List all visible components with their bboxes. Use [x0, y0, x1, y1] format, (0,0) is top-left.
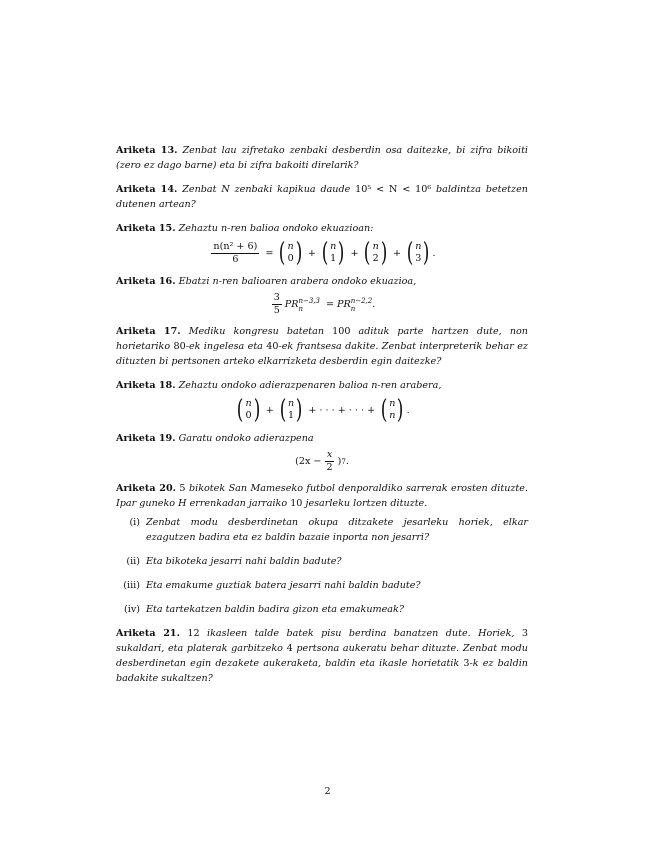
binomial-0: ( n 0 ): [237, 395, 261, 425]
binomial-bottom: 0: [245, 410, 252, 421]
binomial-top: n: [330, 241, 337, 252]
number: 4: [286, 643, 293, 654]
problem-label: Ariketa 21.: [116, 628, 180, 639]
problem-13: [116, 143, 528, 173]
number: 3: [521, 628, 528, 639]
problem-text: Mediku kongresu batetan: [188, 326, 325, 337]
problem-17: [116, 324, 528, 369]
expression-close: ): [337, 456, 342, 467]
subscript: n: [298, 304, 303, 313]
problem-18: [116, 378, 528, 393]
problem-label: Ariketa 20.: [116, 483, 176, 494]
problem-text: Zenbat lau zifretako zenbaki desberdin osa daitezke, bi zifra bikoiti (zero ez dago barne) eta bi zifra bakoiti direlarik?: [116, 145, 528, 171]
equals-sign: =: [265, 247, 274, 259]
plus-sign: +: [392, 247, 402, 259]
binomial-top: n: [415, 241, 422, 252]
problem-text: pertsona aukeratu behar dituzte. Zenbat modu desberdinetan egin dezakete aukeraketa, baldin eta ikasle horietatik: [116, 643, 528, 669]
subquestion-text: Eta tartekatzen baldin badira gizon eta emakumeak?: [146, 604, 404, 615]
fraction: [272, 292, 282, 317]
problem-20: [116, 481, 528, 511]
plus-sign: +: [350, 247, 359, 259]
problem-text: adituk parte hartzen dute, non horietariko: [116, 326, 528, 352]
problem-text: jesarleku lortzen dituzte.: [305, 498, 428, 509]
subquestion-number: (ii): [126, 556, 140, 567]
problem-label: Ariketa 16.: [116, 276, 176, 287]
binomial-top: n: [389, 398, 396, 409]
problem-text: bikotek San Mameseko futbol denporaldiko sarrerak erosten dituzte. Ipar guneko: [116, 483, 529, 509]
problem-19: [116, 431, 528, 446]
problem-text: zenbaki kapikua daude: [234, 184, 351, 195]
problem-21: [116, 626, 528, 686]
problem-label: Ariketa 15.: [116, 223, 176, 234]
variable-h: H: [178, 498, 187, 509]
subquestion-text: Eta emakume guztiak batera jesarri nahi baldin badute?: [146, 580, 421, 591]
binomial-bottom: 1: [288, 410, 295, 421]
equation-15: [116, 239, 528, 267]
superscript: n−2,2: [350, 296, 373, 305]
exercise-list: [116, 143, 528, 695]
plus-sign: +: [265, 404, 274, 416]
period: .: [406, 404, 410, 416]
page-number: 2: [324, 786, 331, 797]
fraction: [211, 241, 259, 266]
subquestion-list: [116, 515, 528, 617]
binomial-top: n: [245, 398, 252, 409]
number: 40: [266, 341, 279, 352]
subquestion: [116, 554, 528, 569]
binomial-0: ( n 0 ): [279, 238, 303, 268]
number: 12: [187, 628, 200, 639]
problem-text: baldintza betetzen dutenen artean?: [116, 184, 528, 210]
problem-text: -ek frantsesa dakite. Zenbat interpreterik behar ez dituzten bi pertsonen arteko elkarrizketa desberdin egin daitezke?: [116, 341, 528, 367]
problem-text: Zehaztu ondoko adierazpenaren balioa n-ren arabera,: [178, 380, 442, 391]
problem-label: Ariketa 18.: [116, 380, 176, 391]
number: 10: [290, 498, 303, 509]
problem-text: Ebatzi n-ren balioaren arabera ondoko ekuazioa,: [178, 276, 417, 287]
fraction-denominator: 2: [326, 462, 333, 473]
binomial-2: ( n 2 ): [364, 238, 388, 268]
superscript: n−3,3: [298, 296, 320, 305]
problem-label: Ariketa 13.: [116, 145, 178, 156]
equation-19: (2x − $\frac{x}{2}$ ) 7 .: [295, 449, 349, 473]
pr-symbol: PR: [284, 299, 299, 310]
problem-label: Ariketa 17.: [116, 326, 181, 337]
equation-16: [116, 292, 528, 317]
binomial-bottom: n: [389, 410, 396, 421]
binomial-1: ( n 1 ): [321, 238, 345, 268]
subquestion: [116, 515, 528, 545]
inequality: 10⁵ < N < 10⁶: [355, 184, 432, 195]
subscript: n: [350, 304, 356, 313]
fraction-denominator: 5: [273, 305, 280, 316]
binomial-top: n: [287, 241, 294, 252]
variable-n: N: [221, 184, 230, 195]
binomial-bottom: 1: [330, 253, 337, 264]
problem-text: Zenbat: [182, 184, 217, 195]
problem-15: [116, 221, 528, 236]
binomial-bottom: 0: [287, 253, 294, 264]
binomial-n: ( n n ): [380, 395, 404, 425]
problem-text: Zehaztu n-ren balioa ondoko ekuazioan:: [178, 223, 374, 234]
expression-open: (2x −: [295, 456, 322, 467]
binomial-top: n: [372, 241, 379, 252]
binomial-1: ( n 1 ): [279, 395, 303, 425]
problem-16: [116, 274, 528, 289]
subquestion-number: (iv): [124, 604, 140, 615]
subquestion: [116, 578, 528, 593]
problem-text: -k ez baldin badakite sukaltzen?: [116, 658, 528, 684]
subquestion-text: Eta bikoteka jesarri nahi baldin badute?: [146, 556, 342, 567]
subquestion-text: Zenbat modu desberdinetan okupa ditzakete jesarleku horiek, elkar ezagutzen badira eta ez baldin bazaie inporta non jesarri?: [146, 517, 528, 543]
problem-text: -ek ingelesa eta: [185, 341, 263, 352]
fraction-denominator: 6: [232, 253, 239, 265]
subquestion-number: (i): [129, 517, 140, 528]
equation-18: [116, 396, 528, 424]
subquestion-number: (iii): [123, 580, 140, 591]
number: 80: [173, 341, 186, 352]
binomial-top: n: [287, 398, 295, 409]
period: .: [345, 456, 349, 467]
fraction-numerator: x: [326, 449, 333, 460]
binomial-bottom: 2: [372, 253, 379, 264]
binomial-bottom: 3: [415, 253, 422, 264]
fraction-numerator: n(n² + 6): [213, 240, 258, 252]
fraction-numerator: 3: [273, 292, 280, 303]
problem-14: [116, 182, 528, 212]
period: .: [432, 247, 436, 259]
equals-sign: =: [326, 299, 335, 310]
subquestion: [116, 602, 528, 617]
problem-text: errenkadan jarraiko: [189, 498, 288, 509]
problem-text: ikasleen talde batek pisu berdina banatzen dute. Horiek,: [207, 628, 515, 639]
binomial-3: ( n 3 ): [406, 238, 430, 268]
pr-symbol: PR: [337, 299, 351, 310]
problem-label: Ariketa 14.: [116, 184, 178, 195]
ellipsis-sum: + · · · + · · · +: [308, 404, 376, 416]
number: 5: [179, 483, 186, 494]
period: .: [372, 299, 376, 310]
plus-sign: +: [307, 247, 316, 259]
problem-text: sukaldari, eta platerak garbitzeko: [116, 643, 283, 654]
number: 100: [332, 326, 351, 337]
problem-label: Ariketa 19.: [116, 433, 176, 444]
problem-text: Garatu ondoko adierazpena: [178, 433, 314, 444]
fraction: [324, 449, 334, 474]
number: 3: [463, 658, 470, 669]
